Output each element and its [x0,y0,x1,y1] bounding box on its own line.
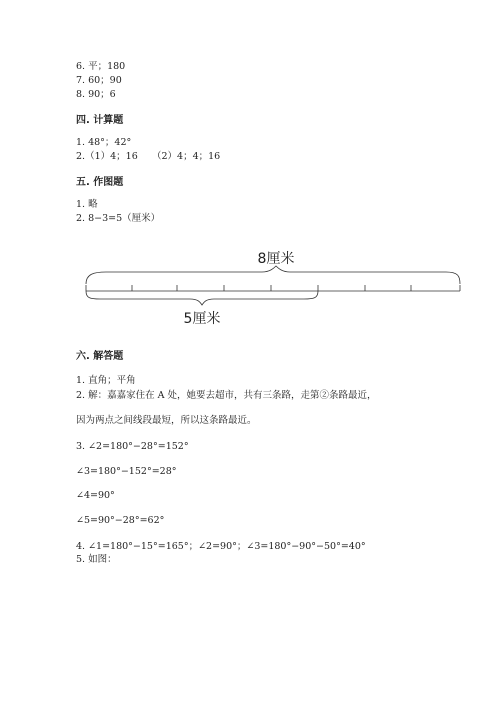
bottom-brace [86,291,318,305]
answer-line: 5. 如图： [76,554,117,565]
section-heading-drawing: 五. 作图题 [76,177,124,188]
answer-line: 1. 直角；平角 [76,375,136,386]
answer-line: 6. 平；180 [76,61,126,72]
answer-line: 2. 8−3=5（厘米） [76,213,161,224]
answer-line: 因为两点之间线段最短，所以这条路最近。 [76,415,257,426]
answer-line: ∠4=90° [76,490,115,501]
top-brace [86,266,460,284]
answer-line: 3. ∠2=180°−28°=152° [76,441,189,452]
answer-line: 2. 解：嘉嘉家住在 A 处，她要去超市，共有三条路，走第②条路最近， [76,390,377,401]
bottom-length-label: 5厘米 [183,311,221,327]
answer-line: ∠3=180°−152°=28° [76,466,177,477]
answer-line: 8. 90；6 [76,89,116,100]
section-heading-calculation: 四. 计算题 [76,115,124,126]
section-heading-answers: 六. 解答题 [76,351,124,362]
answer-line: 1. 48°；42° [76,137,132,148]
segment-figure [80,238,466,338]
top-length-label: 8厘米 [257,251,295,267]
answer-line: 7. 60；90 [76,75,122,86]
answer-line: 2.（1）4；16 （2）4；4；16 [76,151,221,162]
answer-line: 1. 略 [76,199,98,210]
answer-line: 4. ∠1=180°−15°=165°；∠2=90°；∠3=180°−90°−50°=40° [76,541,366,552]
answer-line: ∠5=90°−28°=62° [76,515,165,526]
